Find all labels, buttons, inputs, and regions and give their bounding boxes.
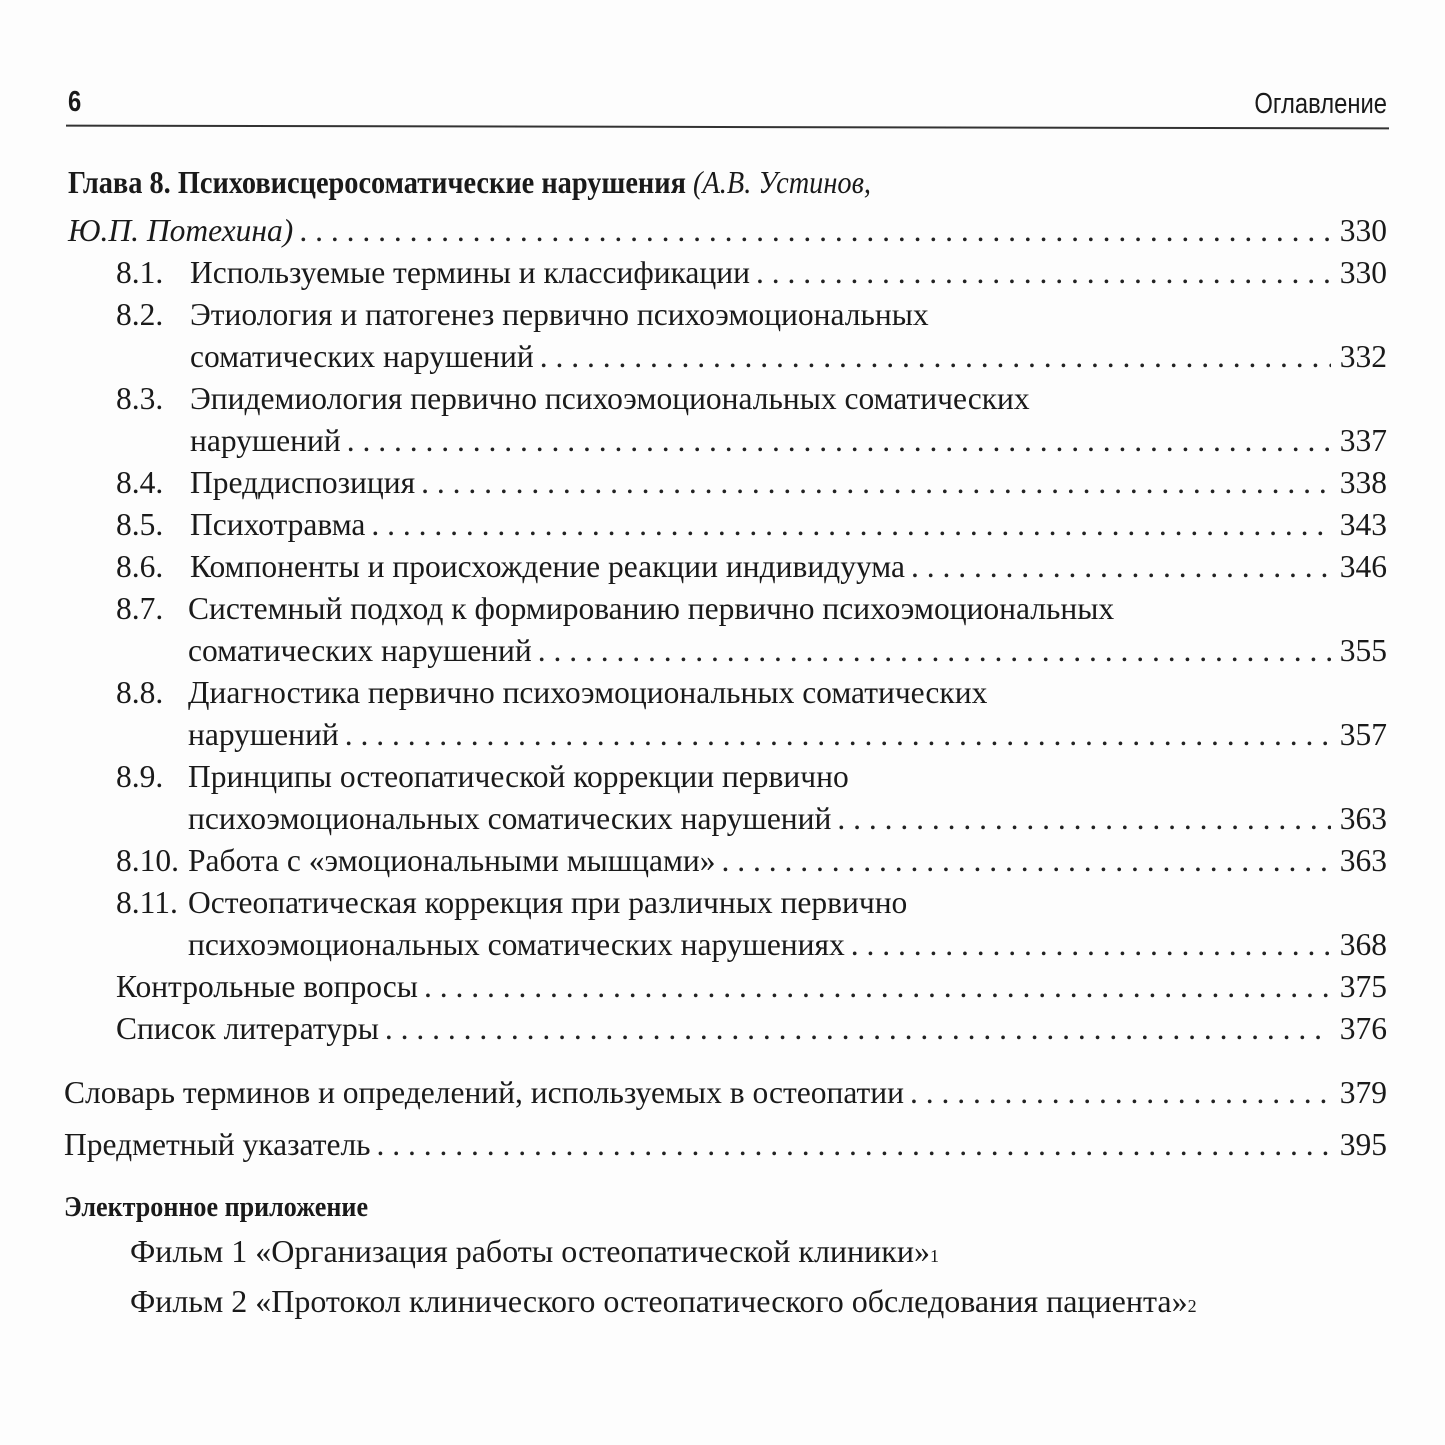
- page-ref: 368: [1339, 927, 1387, 962]
- leader-dots: [851, 924, 1331, 966]
- toc-entry-8-4[interactable]: [116, 462, 1387, 504]
- section-number: 8.8.: [116, 675, 164, 710]
- toc-entry-chapter[interactable]: [68, 210, 1387, 252]
- section-number: 8.1.: [116, 255, 164, 290]
- appendix-film-2[interactable]: Фильм 2 «Протокол клинического остеопатического обследования пациента» 2: [130, 1280, 1387, 1322]
- leader-dots: [756, 252, 1331, 294]
- leader-dots: [347, 420, 1331, 462]
- section-title: Психотравма: [190, 507, 366, 542]
- section-title: Преддиспозиция: [190, 465, 416, 500]
- toc-entry-glossary[interactable]: [64, 1072, 1387, 1114]
- page-ref: 330: [1339, 213, 1387, 248]
- section-title: Диагностика первично психоэмоциональных соматических: [188, 675, 988, 710]
- toc-entry-8-6[interactable]: [116, 546, 1387, 588]
- section-title: Остеопатическая коррекция при различных первично: [188, 885, 908, 920]
- toc-entry-8-5[interactable]: [116, 504, 1387, 546]
- page-ref: 357: [1339, 717, 1387, 752]
- section-title-cont: соматических нарушений: [190, 339, 534, 374]
- leader-dots: [540, 336, 1331, 378]
- page-ref: 375: [1339, 969, 1387, 1004]
- appendix-heading: [64, 1186, 1387, 1228]
- toc-entry-subject-index[interactable]: [64, 1124, 1387, 1166]
- entry-title: Контрольные вопросы: [116, 969, 418, 1004]
- toc-entry-8-8-cont[interactable]: [188, 714, 1387, 756]
- chapter-authors-2: Ю.П. Потехина): [68, 213, 294, 248]
- toc-entry-8-2-cont[interactable]: [190, 336, 1387, 378]
- section-title-cont: нарушений: [190, 423, 341, 458]
- toc-entry-8-9[interactable]: [116, 756, 1387, 798]
- toc-entry-8-2[interactable]: [116, 294, 1387, 336]
- toc-entry-references[interactable]: [116, 1008, 1387, 1050]
- section-title-cont: психоэмоциональных соматических нарушениях: [188, 927, 845, 962]
- section-title-cont: психоэмоциональных соматических нарушений: [188, 801, 832, 836]
- page-ref: 343: [1339, 507, 1387, 542]
- chapter-heading[interactable]: [68, 162, 1387, 204]
- page-ref: 337: [1339, 423, 1387, 458]
- toc-entry-8-8[interactable]: [116, 672, 1387, 714]
- toc-entry-8-9-cont[interactable]: [188, 798, 1387, 840]
- leader-dots: [385, 1008, 1331, 1050]
- appendix-film-1[interactable]: Фильм 1 «Организация работы остеопатической клиники» 1: [130, 1230, 1387, 1272]
- entry-title: Список литературы: [116, 1011, 379, 1046]
- page-ref: 395: [1339, 1127, 1387, 1162]
- section-title: Принципы остеопатической коррекции первично: [188, 759, 849, 794]
- page-ref: 379: [1339, 1075, 1387, 1110]
- entry-title: Предметный указатель: [64, 1127, 371, 1162]
- section-title-cont: нарушений: [188, 717, 339, 752]
- section-number: 8.2.: [116, 297, 164, 332]
- leader-dots: [910, 1072, 1331, 1114]
- section-number: 8.9.: [116, 759, 164, 794]
- entry-title: Словарь терминов и определений, используемых в остеопатии: [64, 1075, 904, 1110]
- section-title: Системный подход к формированию первично психоэмоциональных: [188, 591, 1115, 626]
- section-number: 8.5.: [116, 507, 164, 542]
- chapter-authors-1: (А.В. Устинов,: [693, 165, 871, 200]
- toc-entry-8-11[interactable]: [116, 882, 1387, 924]
- toc-entry-8-7-cont[interactable]: [188, 630, 1387, 672]
- section-number: 8.10.: [116, 843, 179, 878]
- toc-entry-8-10[interactable]: [116, 840, 1387, 882]
- toc-entry-8-3-cont[interactable]: [190, 420, 1387, 462]
- leader-dots: [538, 630, 1331, 672]
- leader-dots: [371, 504, 1331, 546]
- page-ref: 363: [1339, 801, 1387, 836]
- page-ref: 346: [1339, 549, 1387, 584]
- page-ref: 363: [1339, 843, 1387, 878]
- running-head: [68, 86, 1387, 126]
- page-ref: 332: [1339, 339, 1387, 374]
- page-ref: 355: [1339, 633, 1387, 668]
- section-title: Этиология и патогенез первично психоэмоциональных: [190, 297, 929, 332]
- leader-dots: [421, 462, 1331, 504]
- film-title: Фильм 1 «Организация работы остеопатической клиники»: [130, 1233, 930, 1269]
- page-number: 6: [68, 86, 82, 118]
- section-number: 8.4.: [116, 465, 164, 500]
- section-title: Используемые термины и классификации: [190, 255, 750, 290]
- leader-dots: [299, 210, 1331, 252]
- section-title: Компоненты и происхождение реакции индивидуума: [190, 549, 905, 584]
- toc-entry-8-7[interactable]: [116, 588, 1387, 630]
- section-number: 8.3.: [116, 381, 164, 416]
- leader-dots: [837, 798, 1331, 840]
- leader-dots: [424, 966, 1331, 1008]
- toc-entry-8-11-cont[interactable]: [188, 924, 1387, 966]
- section-number: 8.7.: [116, 591, 164, 626]
- appendix-title: Электронное приложение: [64, 1191, 369, 1223]
- toc-entry-review-questions[interactable]: [116, 966, 1387, 1008]
- section-number: 8.11.: [116, 885, 178, 920]
- page-ref: 330: [1339, 255, 1387, 290]
- leader-dots: [722, 840, 1332, 882]
- section-number: 8.6.: [116, 549, 164, 584]
- toc-entry-8-1[interactable]: [116, 252, 1387, 294]
- leader-dots: [345, 714, 1331, 756]
- toc-entry-8-3[interactable]: [116, 378, 1387, 420]
- section-title: Работа с «эмоциональными мышцами»: [188, 843, 716, 878]
- page-ref: 376: [1339, 1011, 1387, 1046]
- chapter-title: Глава 8. Психовисцеросоматические нарушения: [68, 165, 686, 200]
- section-title-cont: соматических нарушений: [188, 633, 532, 668]
- leader-dots: [377, 1124, 1331, 1166]
- page-ref: 338: [1339, 465, 1387, 500]
- section-title: Эпидемиология первично психоэмоциональных соматических: [190, 381, 1030, 416]
- section-title: Оглавление: [1254, 88, 1387, 120]
- film-title: Фильм 2 «Протокол клинического остеопатического обследования пациента»: [130, 1283, 1188, 1319]
- leader-dots: [911, 546, 1331, 588]
